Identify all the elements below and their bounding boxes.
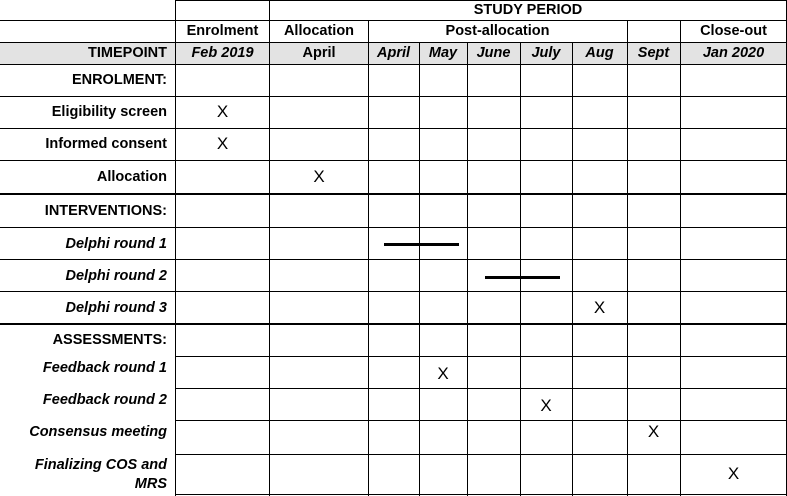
study-period-header: STUDY PERIOD — [473, 2, 583, 18]
row-finalizing-cos-mrs: Finalizing COS and MRS — [34, 457, 167, 492]
mark-eligibility-feb: X — [216, 102, 229, 121]
row-delphi-round-1: Delphi round 1 — [65, 236, 167, 252]
grid-line — [0, 323, 787, 325]
grid-line — [0, 259, 787, 260]
phase-close-out: Close-out — [700, 23, 767, 39]
mark-allocation-april: X — [313, 167, 325, 186]
grid-line — [572, 42, 573, 496]
grid-line — [175, 454, 787, 455]
grid-line — [680, 20, 681, 496]
timepoint-feb-2019: Feb 2019 — [191, 45, 254, 61]
timepoint-may: May — [428, 45, 458, 61]
grid-line — [627, 20, 628, 496]
grid-line — [0, 42, 787, 43]
grid-line — [368, 20, 369, 496]
phase-enrolment: Enrolment — [186, 23, 259, 39]
timepoint-aug: Aug — [585, 45, 614, 61]
mark-feedback2-july: X — [540, 396, 552, 415]
row-feedback-round-1: Feedback round 1 — [42, 360, 167, 376]
grid-line — [0, 160, 787, 161]
timepoint-jan-2020: Jan 2020 — [702, 45, 765, 61]
timepoint-sept: Sept — [637, 45, 670, 61]
mark-finalizing-jan: X — [727, 464, 740, 483]
grid-line — [0, 64, 787, 65]
phase-post-allocation: Post-allocation — [445, 23, 550, 39]
timepoint-june: June — [476, 45, 511, 61]
section-interventions: INTERVENTIONS: — [44, 203, 167, 219]
section-assessments: ASSESSMENTS: — [52, 332, 167, 348]
mark-consent-feb: X — [216, 134, 229, 153]
grid-line — [175, 356, 787, 357]
row-delphi-round-3: Delphi round 3 — [65, 300, 167, 316]
row-delphi-round-2: Delphi round 2 — [65, 268, 167, 284]
grid-line — [520, 42, 521, 496]
grid-line — [175, 388, 787, 389]
grid-line — [467, 42, 468, 496]
grid-line — [175, 0, 176, 496]
timepoint-label: TIMEPOINT — [88, 45, 167, 61]
duration-bar-delphi-round-1 — [384, 243, 459, 246]
grid-line — [175, 420, 787, 421]
grid-line — [0, 96, 787, 97]
mark-delphi3-aug: X — [593, 298, 606, 317]
grid-line — [419, 42, 420, 496]
mark-feedback1-may: X — [437, 364, 449, 383]
mark-consensus-sept: X — [647, 422, 660, 441]
row-feedback-round-2: Feedback round 2 — [42, 392, 167, 408]
grid-line — [0, 291, 787, 292]
grid-line — [0, 193, 787, 195]
grid-line — [0, 128, 787, 129]
row-consensus-meeting: Consensus meeting — [29, 424, 167, 440]
timepoint-july: July — [531, 45, 561, 61]
section-enrolment: ENROLMENT: — [71, 72, 167, 88]
duration-bar-delphi-round-2 — [485, 276, 560, 279]
grid-line — [175, 0, 787, 1]
grid-line — [0, 20, 787, 21]
row-allocation: Allocation — [96, 169, 167, 185]
grid-line — [0, 227, 787, 228]
row-eligibility-screen: Eligibility screen — [51, 104, 167, 120]
row-informed-consent: Informed consent — [45, 136, 167, 152]
timepoint-april: April — [376, 45, 411, 61]
grid-line — [269, 0, 270, 496]
phase-allocation: Allocation — [283, 23, 355, 39]
grid-line — [175, 494, 787, 495]
timepoint-april-allocation: April — [302, 45, 336, 61]
